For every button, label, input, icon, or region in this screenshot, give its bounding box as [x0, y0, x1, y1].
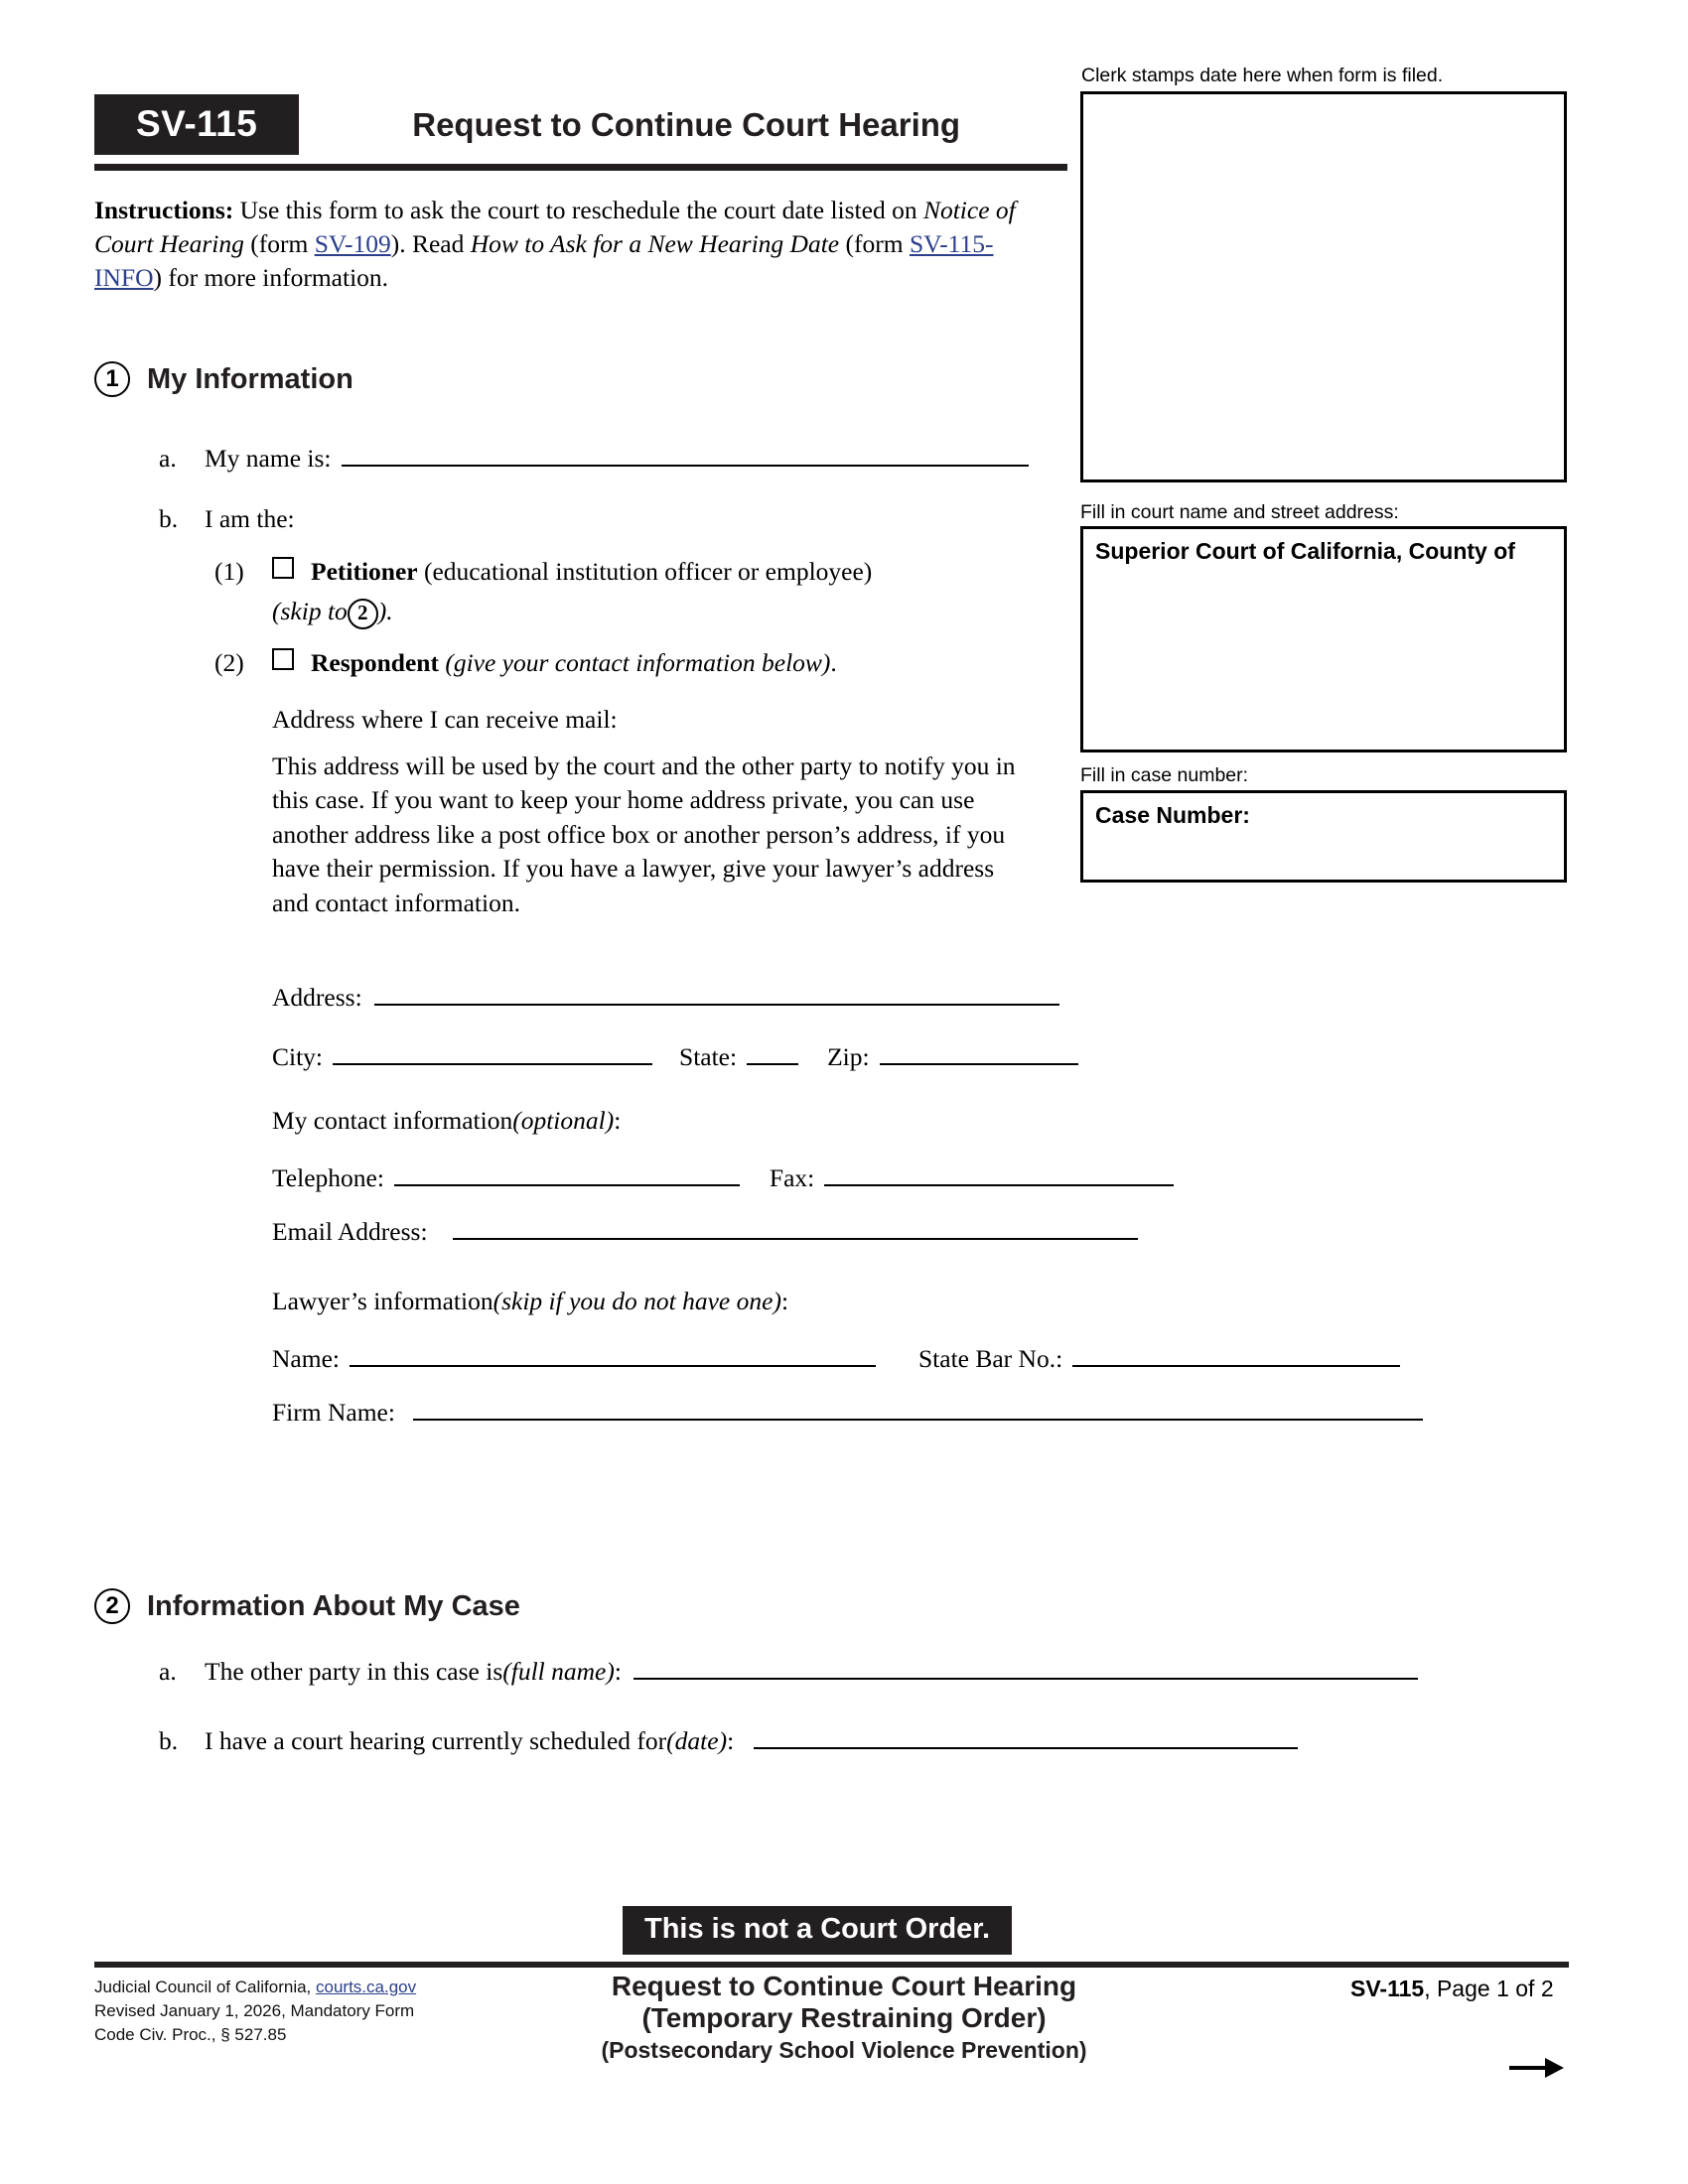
label-state-bar: State Bar No.: [917, 1344, 1063, 1373]
input-zip[interactable] [880, 1038, 1078, 1065]
contact-heading-italic: (optional) [512, 1106, 615, 1135]
instructions-italic-2: How to Ask for a New Hearing Date [470, 228, 840, 258]
address-heading-text: Address where I can receive mail: [272, 705, 618, 734]
input-lawyer-name[interactable] [350, 1340, 876, 1367]
link-sv-109[interactable]: SV-109 [314, 228, 391, 258]
case-box-caption: Fill in case number: [1080, 764, 1249, 786]
input-fax[interactable] [824, 1160, 1174, 1186]
field-phone-fax-row [272, 1160, 1174, 1193]
label-telephone: Telephone: [272, 1163, 384, 1192]
footer-form-code: SV-115 [1350, 1976, 1425, 2001]
label-email: Email Address: [272, 1217, 428, 1246]
footer-citation-line-3: Code Civ. Proc., § 527.85 [94, 2025, 287, 2045]
instructions-text-3: ). Read [390, 228, 471, 258]
instructions-text-1: Use this form to ask the court to reschedule the court date listed on [233, 196, 923, 224]
other-party-end: : [614, 1657, 622, 1686]
other-party-italic: (full name) [502, 1657, 615, 1686]
section-1-heading [94, 361, 353, 397]
input-telephone[interactable] [394, 1160, 740, 1186]
lawyer-heading-end: : [780, 1287, 789, 1315]
option-respondent-row[interactable] [214, 648, 1009, 678]
checkbox-petitioner[interactable] [272, 557, 294, 579]
link-sv-115-info[interactable]: SV-115-INFO [94, 228, 994, 292]
footer-citation-line-1 [94, 1976, 416, 1999]
footer-page-info [1350, 1976, 1554, 2002]
section-2-heading [94, 1588, 520, 1624]
input-firm-name[interactable] [413, 1394, 1423, 1421]
instructions-text-4: (form [839, 228, 910, 258]
contact-info-heading [272, 1106, 621, 1136]
hearing-date-italic: (date) [666, 1726, 728, 1755]
option-respondent-bold: Respondent [311, 648, 439, 677]
input-email[interactable] [453, 1213, 1138, 1240]
field-firm-name-row [272, 1394, 1423, 1428]
skip-target-circle-2: 2 [348, 599, 378, 629]
not-court-order-banner: This is not a Court Order. [623, 1906, 1012, 1955]
label-city: City: [272, 1042, 324, 1071]
label-i-am-the: I am the: [205, 504, 295, 533]
label-lawyer-name: Name: [272, 1344, 340, 1373]
court-name-value: Superior Court of California, County of [1095, 538, 1515, 564]
option-petitioner-rest: (educational institution officer or employee) [417, 557, 873, 586]
skip-text-post: ). [377, 597, 393, 625]
court-name-box[interactable] [1080, 526, 1567, 752]
contact-heading-end: : [614, 1106, 622, 1135]
option-marker-1: (1) [214, 557, 244, 586]
lawyer-heading-italic: (skip if you do not have one) [492, 1287, 781, 1315]
footer-citation-line-2: Revised January 1, 2026, Mandatory Form [94, 2001, 415, 2021]
footer-title-line-2: (Temporary Restraining Order) [641, 2002, 1047, 2033]
footer-page-number: , Page 1 of 2 [1424, 1976, 1554, 2001]
other-party-text: The other party in this case is [205, 1657, 503, 1686]
option-respondent-end: . [830, 648, 837, 677]
label-fax: Fax: [769, 1163, 815, 1192]
footer-citation [94, 1976, 416, 2047]
input-state-bar[interactable] [1072, 1340, 1400, 1367]
footer-title-line-1: Request to Continue Court Hearing [611, 1971, 1077, 2001]
form-code-badge: SV-115 [94, 94, 299, 155]
hearing-date-end: : [727, 1726, 735, 1755]
input-other-party[interactable] [633, 1653, 1418, 1680]
field-email-row [272, 1213, 1138, 1247]
label-my-name: My name is: [205, 444, 332, 473]
case-number-box[interactable] [1080, 790, 1567, 883]
instructions-text-2: (form [243, 228, 315, 258]
instructions-block [94, 194, 1048, 295]
lawyer-info-heading [272, 1287, 788, 1316]
section-2-title: Information About My Case [147, 1589, 520, 1622]
instructions-text-5: ) for more information. [153, 262, 389, 292]
link-courts-ca-gov[interactable]: courts.ca.gov [316, 1978, 417, 1996]
option-respondent-italic: (give your contact information below) [438, 648, 831, 677]
item-marker-1a: a. [159, 444, 177, 473]
field-lawyer-name-row [272, 1340, 1400, 1374]
footer-title-block [427, 1971, 1261, 2064]
form-header [94, 94, 1067, 171]
footer-council-text: Judicial Council of California, [94, 1978, 316, 1996]
input-address[interactable] [374, 979, 1059, 1006]
input-city[interactable] [333, 1038, 652, 1065]
right-arrow-icon [1509, 2053, 1565, 2088]
clerk-stamp-caption: Clerk stamps date here when form is filed. [1081, 65, 1444, 86]
lawyer-heading-plain: Lawyer’s information [272, 1287, 493, 1315]
section-2-number: 2 [94, 1588, 130, 1624]
input-state[interactable] [747, 1038, 798, 1065]
skip-text-pre: (skip to [272, 597, 348, 625]
form-title: Request to Continue Court Hearing [412, 105, 961, 143]
label-state: State: [679, 1042, 738, 1071]
label-firm-name: Firm Name: [272, 1398, 395, 1427]
address-privacy-paragraph: This address will be used by the court and the other party to notify you in this case. If you want to keep your home address private, you can use another address like a post office box or another person’s address, if you have their permission. If you have a lawyer, give your lawyer’s address and contact information. [272, 751, 1016, 917]
option-petitioner-skip [272, 597, 393, 629]
header-divider [94, 164, 1067, 171]
clerk-stamp-box [1080, 65, 1567, 482]
option-petitioner-bold: Petitioner [311, 557, 418, 586]
field-city-state-zip-row [272, 1038, 1078, 1072]
footer-title-line-3: (Postsecondary School Violence Prevention) [601, 2037, 1087, 2063]
input-my-name[interactable] [342, 440, 1029, 467]
field-hearing-date-row [159, 1722, 1298, 1756]
address-heading [272, 705, 618, 735]
field-address-row [272, 979, 1059, 1013]
case-number-value: Case Number: [1095, 802, 1250, 828]
label-zip: Zip: [827, 1042, 870, 1071]
item-marker-1b-wrap [159, 504, 205, 534]
footer-divider [94, 1962, 1569, 1968]
section-1-number: 1 [94, 361, 130, 397]
header-row [94, 94, 1067, 155]
hearing-date-text: I have a court hearing currently scheduled for [205, 1726, 667, 1755]
instructions-italic-1: Notice of Court Hearing [94, 196, 1016, 258]
field-other-party-row [159, 1653, 1418, 1687]
option-marker-2: (2) [214, 648, 244, 677]
option-petitioner-row[interactable] [214, 557, 1009, 587]
court-box-caption: Fill in court name and street address: [1080, 501, 1399, 523]
label-address: Address: [272, 983, 362, 1012]
input-hearing-date[interactable] [754, 1722, 1298, 1749]
item-marker-2b: b. [159, 1726, 179, 1755]
checkbox-respondent[interactable] [272, 648, 294, 670]
contact-heading-plain: My contact information [272, 1106, 513, 1135]
section-1-title: My Information [147, 362, 353, 395]
item-marker-1b-text: b. [159, 504, 179, 533]
field-my-name-row [159, 440, 1053, 474]
instructions-label: Instructions: [94, 196, 234, 224]
item-marker-2a: a. [159, 1657, 177, 1686]
